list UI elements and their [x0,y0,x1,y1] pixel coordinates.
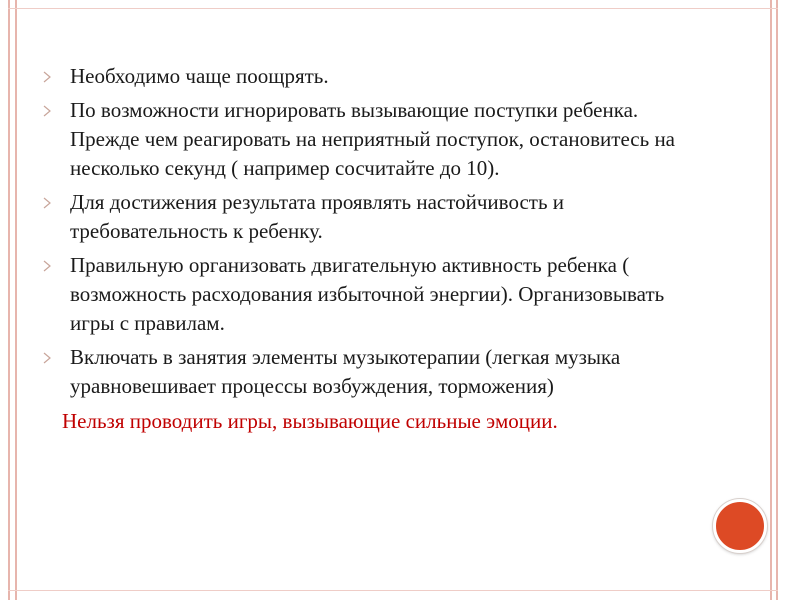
left-border-line [8,0,10,600]
left-border-line-inner [15,0,17,600]
warning-note: Нельзя проводить игры, вызывающие сильные эмоции. [62,409,558,433]
right-border-line [776,0,778,600]
bullet-arrow-icon [42,105,52,117]
bullet-arrow-icon [42,352,52,364]
bullet-item [42,188,692,246]
bullet-text: По возможности игнорировать вызывающие поступки ребенка. Прежде чем реагировать на неприятный поступок, остановитесь на несколько секунд ( например сосчитайте до 10). [70,98,676,180]
bullet-text: Для достижения результата проявлять настойчивость и требовательность к ребенку. [70,190,565,243]
bullet-list [42,62,692,401]
top-border-line [8,8,778,9]
bullet-text: Включать в занятия элементы музыкотерапии (легкая музыка уравновешивает процессы возбуждения, торможения) [70,345,621,398]
right-border-line-inner [770,0,772,600]
bullet-arrow-icon [42,197,52,209]
bullet-item [42,62,692,91]
bullet-arrow-icon [42,71,52,83]
decorative-circle [713,499,767,553]
bullet-arrow-icon [42,260,52,272]
bullet-text: Необходимо чаще поощрять. [70,64,329,88]
bullet-item [42,96,692,183]
slide-content [42,62,692,436]
bullet-item [42,343,692,401]
bullet-item [42,251,692,338]
bullet-text: Правильную организовать двигательную активность ребенка ( возможность расходования избыточной энергии). Организовывать игры с правилам. [70,253,665,335]
bottom-border-line [8,590,778,591]
